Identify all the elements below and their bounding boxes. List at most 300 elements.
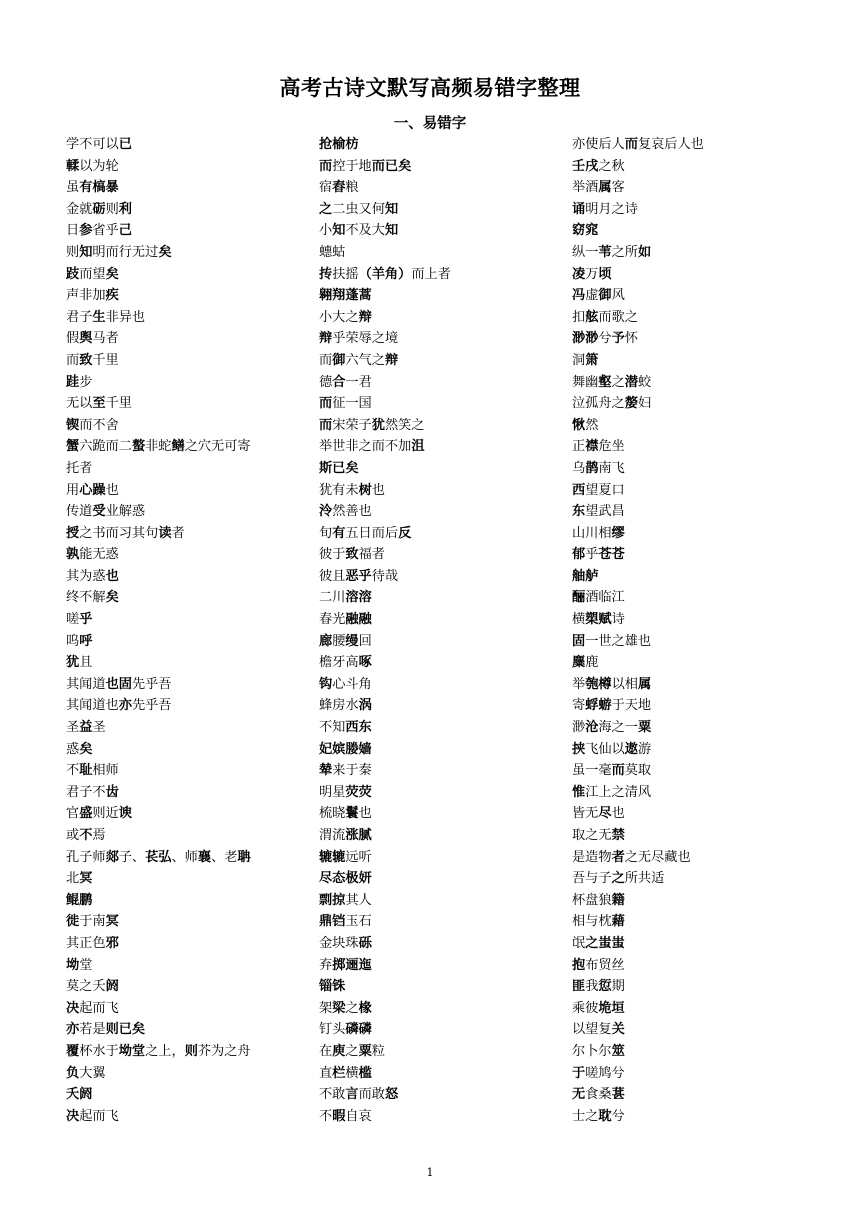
error-prone-char: 冥: [79, 871, 93, 887]
phrase-text: 控于地: [332, 158, 372, 174]
error-prone-char: 惟: [572, 784, 586, 800]
phrase-line: [319, 803, 559, 825]
phrase-text: 我: [585, 979, 599, 995]
error-prone-char: 缦: [345, 633, 359, 649]
phrase-text: 若是: [79, 1022, 106, 1038]
phrase-line: [572, 760, 832, 782]
phrase-text: 彼且: [319, 568, 346, 584]
phrase-text: 架: [319, 1000, 333, 1016]
phrase-line: [66, 328, 288, 350]
error-prone-char: 啄: [358, 655, 372, 671]
error-prone-char: 掷逦迤: [332, 957, 372, 973]
phrase-text: 则近: [92, 806, 119, 822]
error-prone-char: 葚: [611, 1087, 625, 1103]
phrase-text: 一世之雄也: [585, 633, 652, 649]
phrase-line: [319, 739, 559, 761]
error-prone-char: 亦: [66, 1022, 80, 1038]
error-prone-char: 聃: [237, 849, 251, 865]
phrase-line: [66, 1106, 288, 1128]
phrase-line: [319, 760, 559, 782]
phrase-line: [572, 847, 832, 869]
phrase-text: 六跪而二: [79, 439, 132, 455]
phrase-text: 德: [319, 374, 333, 390]
error-prone-char: 鹊: [585, 460, 599, 476]
phrase-line: [319, 242, 559, 264]
phrase-line: [572, 782, 832, 804]
phrase-text: 客: [611, 180, 625, 196]
error-prone-char: 知: [384, 201, 399, 217]
phrase-text: 日: [66, 223, 80, 239]
phrase-line: [572, 415, 832, 437]
phrase-text: 是造物: [572, 849, 612, 865]
error-prone-char: 梁: [332, 1000, 346, 1016]
error-prone-char: 郁: [572, 547, 586, 563]
error-prone-char: 蚩蚩: [598, 935, 625, 951]
phrase-text: 相与枕: [572, 914, 612, 930]
column-1: [66, 134, 288, 1127]
phrase-line: [572, 998, 832, 1020]
phrase-line: [66, 480, 288, 502]
phrase-text: 期: [611, 979, 625, 995]
error-prone-char: 如: [637, 244, 652, 260]
error-prone-char: 籍: [611, 892, 625, 908]
phrase-text: 腰: [332, 633, 346, 649]
phrase-text: 直: [319, 1065, 333, 1081]
error-prone-char: 坳: [66, 957, 80, 973]
phrase-line: [66, 566, 288, 588]
phrase-line: [319, 1063, 559, 1085]
phrase-text: 焉: [92, 828, 106, 843]
phrase-text: 不: [66, 763, 80, 779]
phrase-line: [572, 674, 832, 696]
phrase-line: [66, 911, 288, 933]
phrase-line: [66, 501, 288, 523]
phrase-text: 粒: [371, 1043, 385, 1059]
phrase-line: [319, 1084, 559, 1106]
document-title: 高考古诗文默写高频易错字整理: [279, 76, 581, 100]
phrase-text: 而: [66, 352, 80, 368]
error-prone-char: 禁: [611, 828, 625, 843]
phrase-line: [319, 587, 559, 609]
phrase-text: 氓: [572, 935, 586, 951]
phrase-text: 则: [66, 244, 80, 260]
error-prone-char: 恶乎: [345, 568, 372, 584]
phrase-text: 危坐: [598, 439, 625, 455]
phrase-text: 正: [572, 439, 586, 455]
phrase-text: 之所: [611, 244, 638, 260]
phrase-line: [572, 242, 832, 264]
phrase-line: [66, 350, 288, 372]
phrase-text: 渭流: [319, 828, 346, 843]
phrase-text: 兮: [611, 1108, 625, 1124]
error-prone-char: 钩: [319, 676, 333, 692]
phrase-text: 横: [572, 612, 586, 628]
phrase-line: [319, 782, 559, 804]
phrase-line: [319, 825, 559, 847]
phrase-text: 不及大: [345, 223, 385, 239]
phrase-text: 者: [171, 525, 185, 541]
phrase-text: 士之: [572, 1108, 599, 1124]
error-prone-char: 愆: [598, 979, 612, 995]
error-prone-char: 舷: [585, 309, 599, 325]
error-prone-char: 舆: [79, 331, 93, 347]
phrase-text: 粮: [345, 180, 359, 196]
error-prone-char: 呼: [79, 633, 93, 649]
phrase-text: 虽: [66, 180, 80, 196]
phrase-text: 梳晓: [319, 806, 346, 822]
phrase-text: 弃: [319, 957, 333, 973]
phrase-line: [572, 501, 832, 523]
phrase-line: [66, 1084, 288, 1106]
error-prone-char: 犹: [371, 417, 385, 433]
error-prone-char: 翱翔蓬蒿: [319, 288, 372, 304]
phrase-text: 或: [66, 828, 80, 843]
error-prone-char: 融融: [345, 612, 372, 628]
phrase-text: 福者: [358, 547, 385, 563]
phrase-text: 也: [371, 482, 385, 498]
error-prone-char: 荧荧: [345, 784, 372, 800]
phrase-text: 渺: [572, 720, 586, 736]
error-prone-char: 反: [398, 525, 412, 541]
phrase-line: [66, 436, 288, 458]
error-prone-char: 鬟: [345, 806, 359, 822]
error-prone-char: 有槁暴: [79, 180, 119, 196]
phrase-text: 海之一: [598, 720, 638, 736]
error-prone-char: 匪: [572, 979, 586, 995]
error-prone-char: 东: [572, 504, 586, 520]
phrase-text: 杯水于: [79, 1043, 119, 1059]
phrase-line: [572, 220, 832, 242]
error-prone-char: 也固: [105, 676, 132, 692]
error-prone-char: 邪: [105, 935, 119, 951]
phrase-line: [319, 372, 559, 394]
phrase-line: [572, 695, 832, 717]
phrase-text: 于天地: [611, 698, 652, 714]
phrase-text: 江上之清风: [585, 784, 652, 800]
phrase-text: 横: [345, 1065, 359, 1081]
phrase-text: 惑: [66, 741, 80, 757]
phrase-text: 金就: [66, 201, 93, 217]
phrase-text: 先乎吾: [131, 698, 172, 714]
error-prone-char: 椽: [358, 1000, 372, 1016]
phrase-line: [572, 652, 832, 674]
phrase-text: 用: [66, 482, 80, 498]
phrase-line: [319, 480, 559, 502]
phrase-text: 征一国: [332, 396, 372, 412]
error-prone-char: 粟: [637, 720, 652, 736]
error-prone-char: 谀: [118, 806, 132, 822]
error-prone-char: 窈窕: [572, 223, 599, 239]
error-prone-char: 属: [637, 676, 652, 692]
phrase-line: [66, 307, 288, 329]
phrase-line: [66, 847, 288, 869]
phrase-text: 声非加: [66, 288, 106, 304]
phrase-text: 心斗角: [332, 676, 372, 692]
phrase-text: 五日而后: [345, 525, 399, 541]
phrase-line: [66, 134, 288, 156]
error-prone-char: 之: [585, 935, 599, 951]
error-prone-char: 孰: [66, 547, 80, 563]
error-prone-char: 耽: [598, 1108, 612, 1124]
phrase-line: [572, 350, 832, 372]
error-prone-char: 涡: [358, 698, 372, 714]
phrase-text: 、师: [171, 849, 198, 865]
error-prone-char: 而: [319, 158, 333, 174]
error-prone-char: 辩: [319, 331, 333, 347]
error-prone-char: 沧: [585, 720, 599, 736]
error-prone-char: 授: [66, 525, 80, 541]
phrase-line: [66, 372, 288, 394]
error-prone-char: 西东: [345, 720, 372, 736]
phrase-line: [572, 1063, 832, 1085]
error-prone-char: 庾: [332, 1043, 346, 1059]
error-prone-char: 潜: [624, 374, 638, 390]
error-prone-char: 阏: [105, 979, 119, 995]
phrase-line: [572, 393, 832, 415]
phrase-line: [572, 739, 832, 761]
phrase-line: [66, 415, 288, 437]
error-prone-char: 读: [158, 525, 172, 541]
phrase-line: [319, 868, 559, 890]
phrase-line: [66, 393, 288, 415]
phrase-line: [319, 523, 559, 545]
phrase-text: 嗟: [66, 612, 80, 628]
phrase-text: 尔卜尔: [572, 1043, 612, 1059]
phrase-text: 然: [585, 417, 599, 433]
error-prone-char: 而: [624, 137, 638, 152]
phrase-text: 于南: [79, 914, 106, 930]
error-prone-char: 遨: [624, 741, 638, 757]
section-heading: 一、易错字: [393, 116, 467, 132]
page-number: 1: [426, 1166, 434, 1179]
error-prone-char: 也: [105, 568, 119, 584]
error-prone-char: 尽态极妍: [319, 871, 372, 887]
phrase-text: 彼于: [319, 547, 346, 563]
phrase-line: [319, 415, 559, 437]
phrase-line: [319, 501, 559, 523]
error-prone-char: 溶溶: [345, 590, 372, 606]
phrase-text: 以望复: [572, 1022, 612, 1038]
phrase-line: [572, 566, 832, 588]
phrase-line: [66, 458, 288, 480]
error-prone-char: 御: [598, 288, 612, 304]
phrase-line: [66, 933, 288, 955]
error-prone-char: 蟹: [66, 439, 80, 455]
phrase-line: [66, 609, 288, 631]
phrase-line: [319, 1041, 559, 1063]
error-prone-char: 之: [319, 201, 333, 217]
phrase-line: [66, 825, 288, 847]
phrase-line: [66, 717, 288, 739]
error-prone-char: 鼎铛: [319, 914, 346, 930]
phrase-line: [572, 911, 832, 933]
phrase-text: 回: [358, 633, 372, 649]
error-prone-char: 矣: [105, 590, 119, 606]
phrase-text: 之上，: [145, 1043, 185, 1059]
phrase-line: [319, 199, 559, 221]
phrase-line: [572, 328, 832, 350]
error-prone-char: 西: [572, 482, 586, 498]
phrase-text: 南飞: [598, 460, 625, 476]
phrase-text: 妇: [637, 396, 652, 412]
phrase-text: 圣: [66, 720, 80, 736]
phrase-line: [66, 1019, 288, 1041]
phrase-text: 来于秦: [332, 763, 372, 779]
error-prone-char: 疾: [105, 288, 119, 304]
phrase-text: 其人: [345, 892, 372, 908]
phrase-text: 而: [319, 352, 333, 368]
phrase-text: 之无尽藏也: [624, 849, 691, 865]
error-prone-char: 舳舻: [572, 568, 599, 584]
phrase-text: 其正色: [66, 935, 106, 951]
phrase-text: 小: [319, 223, 333, 239]
error-prone-char: 壑: [598, 374, 612, 390]
error-prone-char: 輮: [66, 158, 80, 174]
phrase-text: 自哀: [345, 1108, 372, 1124]
phrase-text: 寄: [572, 698, 586, 714]
error-prone-char: 御: [332, 352, 346, 368]
error-prone-char: 犹: [66, 655, 80, 671]
phrase-text: 皆无: [572, 806, 599, 822]
error-prone-char: 利: [118, 201, 132, 217]
phrase-text: 不敢: [319, 1087, 346, 1103]
phrase-line: [66, 199, 288, 221]
phrase-line: [319, 695, 559, 717]
error-prone-char: 苌弘: [145, 849, 172, 865]
phrase-text: 芥为之舟: [197, 1043, 251, 1059]
phrase-line: [66, 1063, 288, 1085]
phrase-text: 蛟: [637, 374, 652, 390]
phrase-text: 也: [358, 806, 372, 822]
phrase-text: 莫取: [624, 763, 652, 779]
error-prone-char: 矣: [158, 244, 172, 260]
phrase-text: 山川相: [572, 525, 612, 541]
phrase-text: 堂: [79, 957, 93, 973]
phrase-text: 望武昌: [585, 504, 625, 520]
phrase-text: 学不可以: [66, 137, 119, 152]
phrase-text: 虚: [585, 288, 599, 304]
error-prone-char: 已: [118, 137, 132, 152]
error-prone-char: 垝垣: [598, 1000, 625, 1016]
phrase-text: 之: [345, 1000, 359, 1016]
phrase-line: [572, 803, 832, 825]
phrase-text: 莫之夭: [66, 979, 106, 995]
phrase-text: 小大之: [319, 309, 359, 325]
phrase-line: [66, 631, 288, 653]
phrase-line: [572, 587, 832, 609]
phrase-text: 旬: [319, 525, 333, 541]
error-prone-char: 蜉蝣: [585, 698, 612, 714]
phrase-text: 大翼: [79, 1065, 106, 1081]
phrase-line: [572, 1019, 832, 1041]
error-prone-char: 生: [92, 309, 106, 325]
error-prone-char: 襄: [197, 849, 212, 865]
error-prone-char: 致: [79, 352, 93, 368]
phrase-text: 兮: [598, 331, 612, 347]
error-prone-char: 冯: [572, 288, 586, 304]
phrase-text: 起而飞: [79, 1000, 119, 1016]
phrase-text: 怀: [624, 331, 638, 347]
phrase-text: 吾与子: [572, 871, 612, 887]
phrase-text: 明月之诗: [585, 201, 638, 217]
error-prone-char: 苍苍: [598, 547, 625, 563]
phrase-line: [319, 134, 559, 156]
error-prone-char: 则: [184, 1043, 198, 1059]
error-prone-char: 抟: [319, 266, 333, 282]
error-prone-char: 嫠: [624, 396, 638, 412]
error-prone-char: 而: [611, 763, 625, 779]
error-prone-char: 粟: [358, 1043, 372, 1059]
phrase-line: [319, 350, 559, 372]
phrase-text: 洞: [572, 352, 586, 368]
phrase-text: 扣: [572, 309, 586, 325]
phrase-line: [319, 674, 559, 696]
error-prone-char: 酾: [572, 590, 586, 606]
error-prone-char: 乎: [79, 612, 93, 628]
phrase-text: 蟪蛄: [319, 244, 346, 260]
error-prone-char: 剽掠: [319, 892, 346, 908]
phrase-text: 非蛇: [145, 439, 172, 455]
phrase-text: 之秋: [598, 158, 625, 174]
phrase-line: [66, 544, 288, 566]
error-prone-char: 锱铢: [319, 979, 346, 995]
phrase-text: 业解惑: [105, 504, 146, 520]
phrase-line: [319, 393, 559, 415]
phrase-line: [66, 955, 288, 977]
phrase-line: [66, 177, 288, 199]
phrase-line: [319, 544, 559, 566]
phrase-line: [572, 609, 832, 631]
phrase-text: 然善也: [332, 504, 372, 520]
error-prone-char: 辘辘: [319, 849, 346, 865]
error-prone-char: 螯: [131, 439, 146, 455]
error-prone-char: 言: [345, 1087, 359, 1103]
phrase-text: 举: [572, 676, 586, 692]
phrase-line: [572, 134, 832, 156]
phrase-text: 以为轮: [79, 158, 119, 174]
error-prone-char: 夭阏: [66, 1087, 93, 1103]
phrase-text: 万: [585, 266, 599, 282]
error-prone-char: 树: [358, 482, 372, 498]
error-prone-char: 之: [611, 871, 625, 887]
error-prone-char: 至: [92, 396, 106, 412]
phrase-line: [66, 1041, 288, 1063]
phrase-line: [66, 739, 288, 761]
phrase-text: 纵一: [572, 244, 599, 260]
error-prone-char: 沮: [411, 439, 425, 455]
error-prone-char: 锲: [66, 417, 80, 433]
phrase-line: [572, 156, 832, 178]
error-prone-char: 受: [92, 504, 106, 520]
error-prone-char: 知: [384, 223, 399, 239]
phrase-line: [66, 868, 288, 890]
error-prone-char: 益: [79, 720, 93, 736]
error-prone-char: 徙: [66, 914, 80, 930]
phrase-line: [66, 695, 288, 717]
phrase-text: 也: [611, 806, 625, 822]
phrase-text: 也: [105, 482, 119, 498]
error-prone-char: 合: [332, 374, 346, 390]
phrase-text: 终不解: [66, 590, 106, 606]
phrase-text: 在: [319, 1043, 333, 1059]
error-prone-char: 而: [319, 417, 333, 433]
error-prone-char: 冥: [105, 914, 119, 930]
error-prone-char: 襟: [585, 439, 599, 455]
phrase-text: 扶摇: [332, 266, 359, 282]
phrase-text: 省乎: [92, 223, 119, 239]
phrase-text: 布贸丝: [585, 957, 625, 973]
error-prone-char: 齿: [105, 784, 119, 800]
